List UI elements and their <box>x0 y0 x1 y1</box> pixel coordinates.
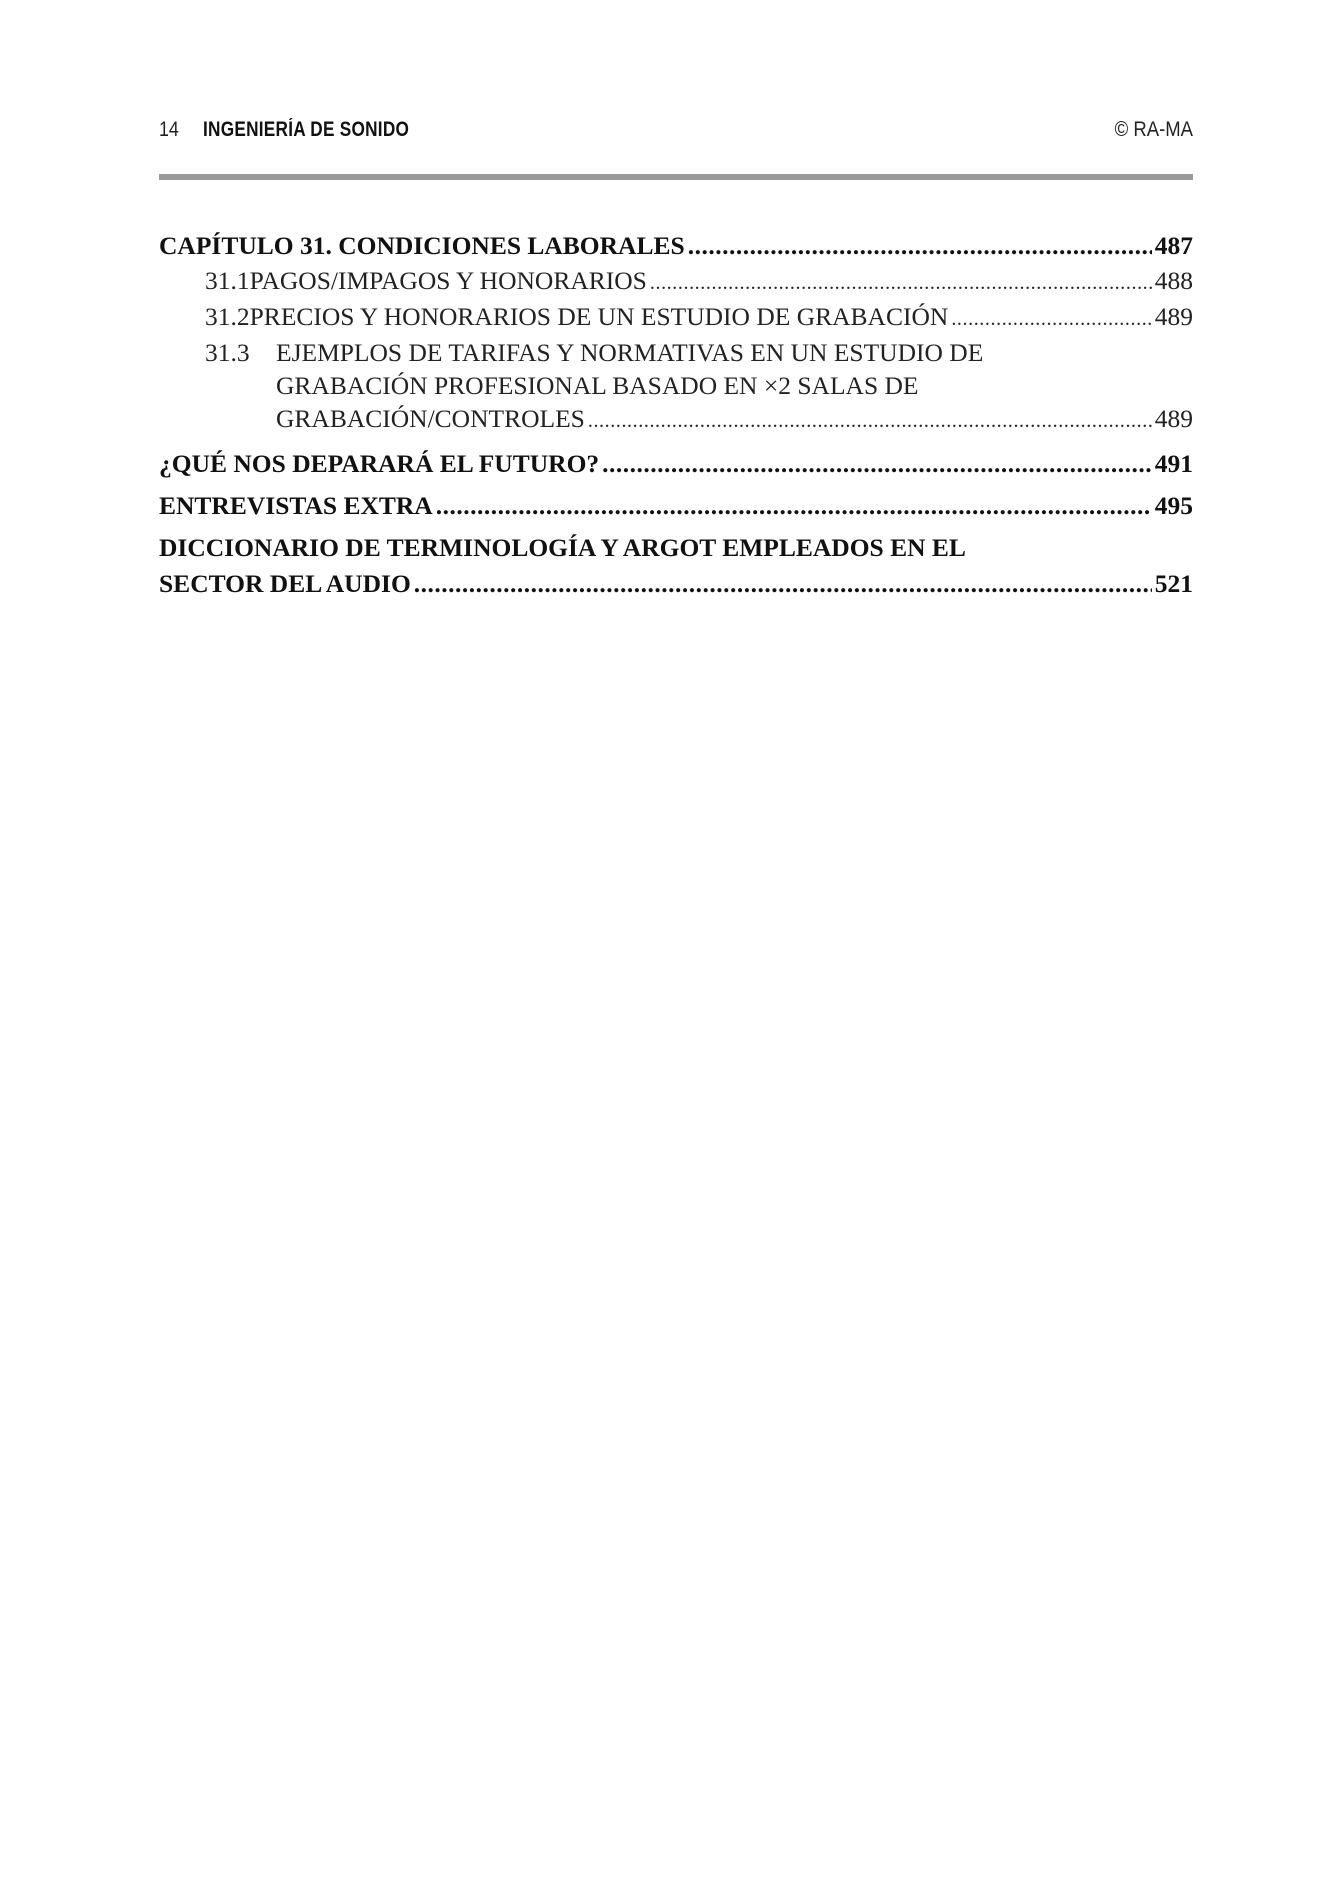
toc-entry-title-line-2: SECTOR DEL AUDIO <box>159 569 411 598</box>
dot-leader <box>650 264 1152 300</box>
toc-entry-title: CAPÍTULO 31. CONDICIONES LABORALES <box>159 231 685 260</box>
toc-entry-title-line-1: EJEMPLOS DE TARIFAS Y NORMATIVAS EN UN ESTUDIO DE <box>276 338 984 367</box>
toc-entry-title-line-1: DICCIONARIO DE TERMINOLOGÍA Y ARGOT EMPLEADOS EN EL <box>159 533 966 562</box>
toc-entry-futuro[interactable] <box>159 446 1193 482</box>
toc-entry-title-line-3: GRABACIÓN/CONTROLES <box>276 404 585 433</box>
book-title: INGENIERÍA DE SONIDO <box>203 118 410 141</box>
header-rule <box>159 174 1193 180</box>
running-head <box>159 112 1193 142</box>
toc-entry-title-line-2: GRABACIÓN PROFESIONAL BASADO EN ×2 SALAS DE <box>276 371 919 400</box>
page-number: 14 <box>159 118 179 141</box>
toc-entry-page: 487 <box>1154 231 1193 260</box>
toc-entry-entrevistas[interactable] <box>159 488 1193 524</box>
dot-leader <box>436 488 1152 524</box>
toc-entry-section-31-3[interactable] <box>159 336 1193 438</box>
dot-leader <box>602 446 1152 482</box>
dot-leader <box>414 566 1152 602</box>
section-number: 31.2 <box>205 302 250 331</box>
dot-leader <box>951 300 1151 336</box>
publisher-mark: © RA-MA <box>1114 118 1193 141</box>
toc-entry-page: 521 <box>1154 569 1193 598</box>
section-number: 31.3 <box>205 338 250 367</box>
toc-entry-title: PAGOS/IMPAGOS Y HONORARIOS <box>249 266 647 295</box>
toc-entry-diccionario[interactable] <box>159 530 1193 602</box>
section-number: 31.1 <box>205 266 250 295</box>
table-of-contents <box>159 228 1193 602</box>
toc-entry-page: 495 <box>1154 491 1193 520</box>
toc-entry-section-31-2[interactable] <box>159 300 1193 336</box>
toc-entry-title: PRECIOS Y HONORARIOS DE UN ESTUDIO DE GRABACIÓN <box>249 302 949 331</box>
toc-entry-title: ENTREVISTAS EXTRA <box>159 491 433 520</box>
toc-entry-page: 491 <box>1154 449 1193 478</box>
toc-entry-page: 489 <box>1154 302 1193 331</box>
toc-entry-page: 489 <box>1154 404 1193 433</box>
toc-entry-section-31-1[interactable] <box>159 264 1193 300</box>
toc-entry-title: ¿QUÉ NOS DEPARARÁ EL FUTURO? <box>159 449 600 478</box>
dot-leader <box>588 402 1152 438</box>
toc-entry-page: 488 <box>1154 266 1193 295</box>
dot-leader <box>688 228 1152 264</box>
toc-entry-chapter-31[interactable] <box>159 228 1193 264</box>
